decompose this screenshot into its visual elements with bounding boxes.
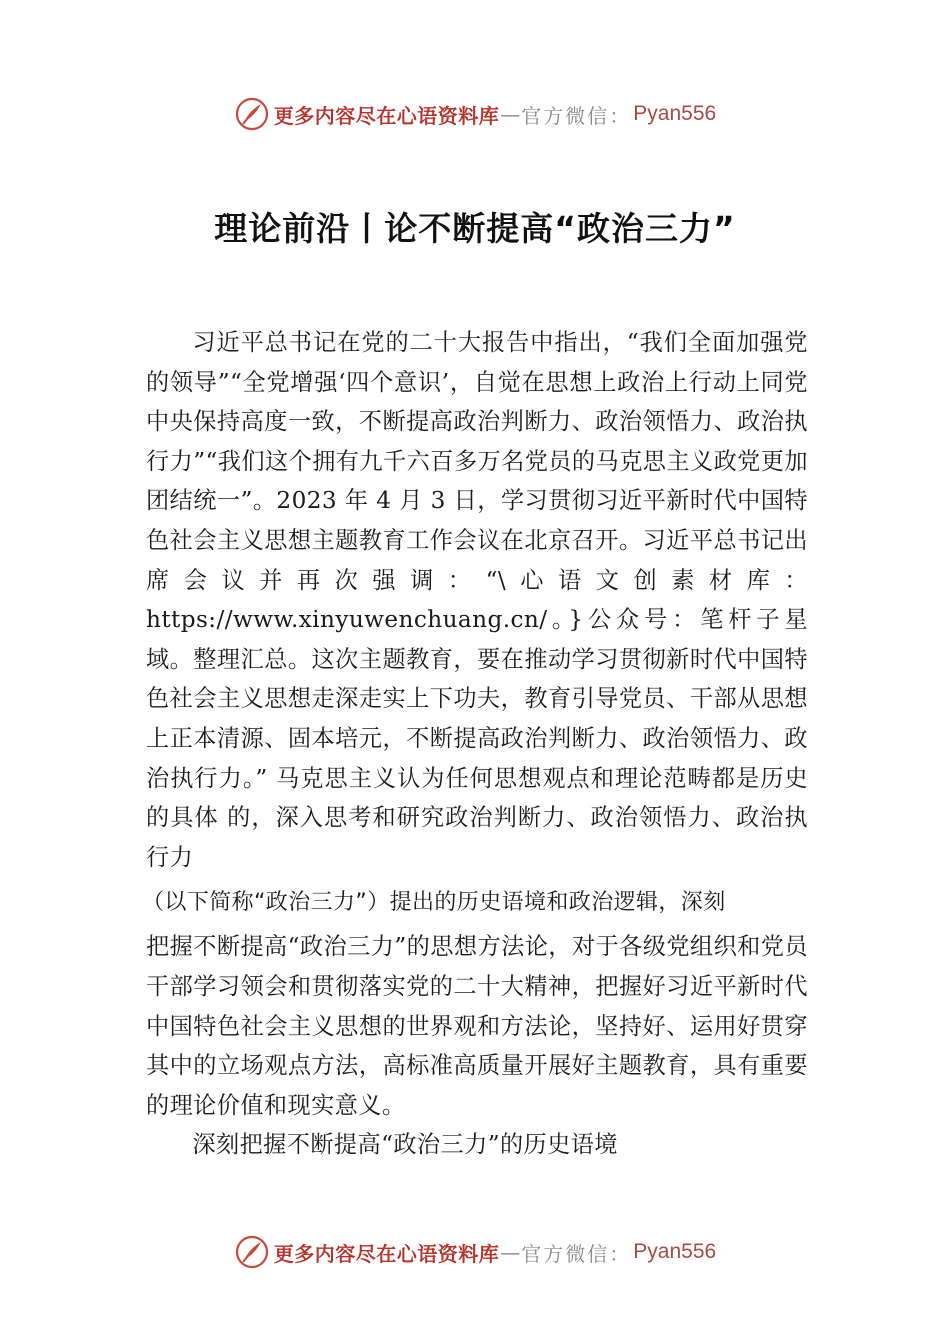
paragraph-3: 把握不断提高“政治三力”的思想方法论，对于各级党组织和党员干部学习领会和贯彻落实党的二十大精神，把握好习近平新时代中国特色社会主义思想的世界观和方法论，坚持好、运用好贯穿其中的立场观点方法，高标准高质量开展好主题教育，具有重要的理论价值和现实意义。 bbox=[146, 933, 808, 1119]
paragraph-4-heading: 深刻把握不断提高“政治三力”的历史语境 bbox=[192, 1131, 618, 1159]
paragraph-1: 习近平总书记在党的二十大报告中指出，“我们全面加强党的领导”“全党增强‘四个意识’，自觉在思想上政治上行动上同党中央保持高度一致，不断提高政治判断力、政治领悟力、政治执行力”“我们这个拥有九千六百多万名党员的马克思主义政党更加团结统一”。2023 年 4 月 3 日，学习贯彻习近平新时代中国特色社会主义思想主题教育工作会议在北京召开。习近平总书记出席会议并再次强调：“\心语文创素材库：https://www.xinyuwenchuang.cn/。}公众号：笔杆子星域。整理汇总。这次主题教育，要在推动学习贯彻新时代中国特色社会主义思想走深走实上下功夫，教育引导党员、干部从思想上正本清源、固本培元，不断提高政治判断力、政治领悟力、政治执行力。” 马克思主义认为任何思想观点和理论范畴都是历史的具体 的，深入思考和研究政治判断力、政治领悟力、政治执行力 bbox=[146, 329, 808, 871]
banner-wechat-label: 官方微信： bbox=[521, 1241, 632, 1266]
banner-main-text: 更多内容尽在心语资料库 bbox=[273, 103, 500, 128]
page-title: 理论前沿丨论不断提高“政治三力” bbox=[214, 209, 736, 248]
banner-wechat-label: 官方微信： bbox=[521, 103, 632, 128]
banner-wechat-id: Pyan556 bbox=[633, 102, 717, 125]
header-banner bbox=[0, 94, 950, 134]
banner-dash: — bbox=[500, 102, 521, 126]
paragraph-2: （以下简称“政治三力”）提出的历史语境和政治逻辑，深刻 bbox=[142, 890, 726, 916]
banner-wechat-id: Pyan556 bbox=[633, 1240, 717, 1263]
banner-dash: — bbox=[500, 1240, 521, 1264]
footer-banner bbox=[0, 1232, 950, 1272]
quill-pen-logo-icon bbox=[234, 1234, 270, 1270]
quill-pen-logo-icon bbox=[234, 96, 270, 132]
banner-main-text: 更多内容尽在心语资料库 bbox=[273, 1241, 500, 1266]
article-body bbox=[142, 323, 808, 1165]
